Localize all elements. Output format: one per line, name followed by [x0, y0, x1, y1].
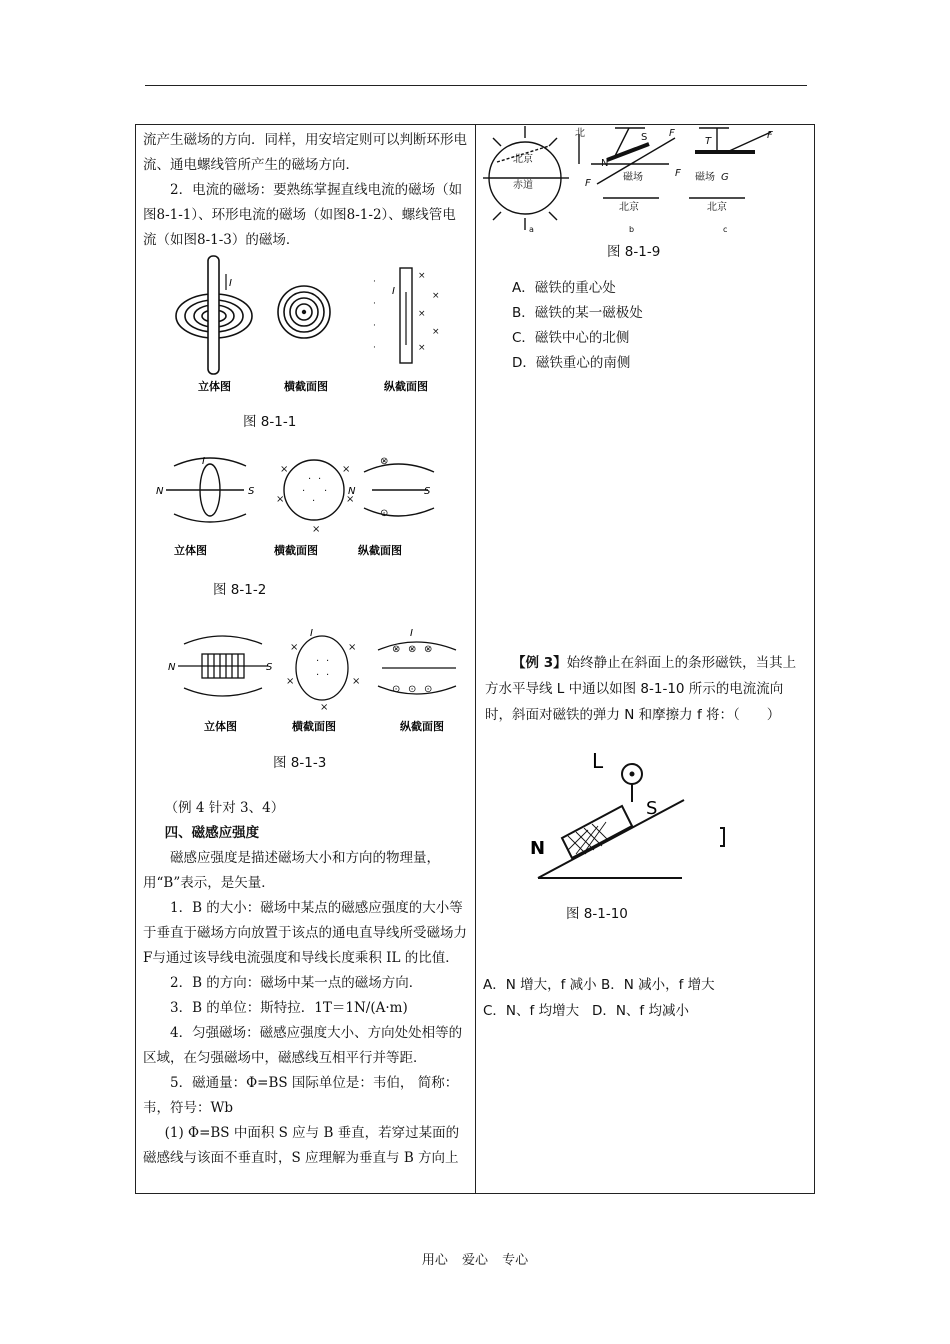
svg-text:·: ·: [373, 277, 376, 287]
svg-text:⊙: ⊙: [424, 684, 433, 695]
item-3: 3．B 的单位：斯特拉．1T＝1N/(A·m): [170, 1000, 408, 1016]
item-5-1: (1) Φ=BS 中面积 S 应与 B 垂直，若穿过某面的磁感线与该面不垂直时，S 应理解为垂直与 B 方向上: [143, 1125, 460, 1166]
svg-text:·: ·: [316, 656, 320, 667]
left-column: [143, 128, 469, 253]
pole-s: S: [424, 486, 431, 497]
svg-text:×: ×: [342, 464, 351, 475]
example-3: [485, 650, 809, 728]
svg-text:⊗: ⊗: [392, 644, 401, 655]
svg-text:·: ·: [326, 656, 330, 667]
svg-text:·: ·: [373, 321, 376, 331]
svg-text:·: ·: [326, 670, 330, 681]
svg-text:·: ·: [318, 474, 322, 485]
svg-text:⊙: ⊙: [408, 684, 417, 695]
fig9-label: 北京: [707, 202, 727, 213]
paragraph-1: 流产生磁场的方向．同样，用安培定则可以判断环形电流、通电螺线管所产生的磁场方向．: [143, 132, 467, 173]
example-3-text: 始终静止在斜面上的条形磁铁，当其上方水平导线 L 中通以如图 8-1-10 所示的电流流向时，斜面对磁铁的弹力 N 和摩擦力 f 将：（ ）: [485, 655, 797, 723]
answer-line-2: C．N、f 均增大 D．N、f 均减小: [483, 1003, 689, 1019]
item-5: 5．磁通量：Φ=BS 国际单位是：韦伯， 简称：韦，符号：Wb: [143, 1075, 459, 1116]
fig9-label: F: [675, 168, 681, 179]
caption-8-1-9: 图 8-1-9: [607, 244, 661, 260]
fig9-label: G: [721, 172, 729, 183]
caption-8-1-1: 图 8-1-1: [243, 414, 297, 430]
item-1: 1．B 的大小：磁场中某点的磁感应强度的大小等于垂直于磁场方向放置于该点的通电直导线所受磁场力F与通过该导线电流强度和导线长度乘积 IL 的比值．: [143, 900, 467, 966]
header-rule: [145, 85, 807, 86]
fig9-label: 北京: [513, 154, 533, 165]
figure-8-1-2: [152, 452, 452, 564]
fig9-label: T: [705, 136, 712, 147]
wire-label: L: [592, 749, 604, 773]
pole-s: S: [248, 486, 255, 497]
svg-text:⊗: ⊗: [380, 456, 389, 467]
fig9-sub: b: [629, 225, 635, 234]
fig9-label: S: [641, 132, 648, 143]
label-3d: 立体图: [198, 380, 231, 393]
current-label: I: [392, 286, 395, 297]
label-3d: 立体图: [174, 544, 207, 557]
caption-8-1-10: 图 8-1-10: [566, 906, 628, 922]
svg-text:⊙: ⊙: [392, 684, 401, 695]
svg-text:×: ×: [346, 494, 355, 505]
fig9-label: F: [767, 130, 773, 141]
svg-text:×: ×: [312, 524, 321, 535]
fig9-label: 北: [575, 128, 585, 139]
svg-text:×: ×: [276, 494, 285, 505]
note: （例 4 针对 3、4）: [164, 800, 285, 816]
current-label: I: [229, 278, 232, 289]
svg-text:×: ×: [418, 271, 426, 281]
fig9-label: 磁场: [695, 172, 715, 183]
page-footer: 用心 爱心 专心: [421, 1253, 529, 1268]
svg-text:×: ×: [290, 642, 299, 653]
svg-text:×: ×: [418, 343, 426, 353]
figure-8-1-3: [166, 624, 464, 742]
svg-text:×: ×: [348, 642, 357, 653]
svg-text:·: ·: [324, 486, 328, 497]
pole-n: N: [168, 662, 176, 673]
fig9-label: F: [585, 178, 591, 189]
label-longitudinal: 纵截面图: [358, 544, 402, 557]
option-a: A．磁铁的重心处: [512, 280, 616, 296]
caption-8-1-2: 图 8-1-2: [213, 582, 267, 598]
column-divider: [475, 124, 476, 1194]
caption-8-1-3: 图 8-1-3: [273, 755, 327, 771]
definition: 磁感应强度是描述磁场大小和方向的物理量，用“B”表示，是矢量．: [143, 850, 440, 891]
option-b: B．磁铁的某一磁极处: [512, 305, 643, 321]
example-3-answers: [483, 972, 715, 1024]
svg-text:·: ·: [308, 474, 312, 485]
svg-text:×: ×: [320, 702, 329, 713]
svg-text:⊗: ⊗: [408, 644, 417, 655]
figure-8-1-9: [479, 124, 813, 236]
fig9-label: 北京: [619, 202, 639, 213]
svg-text:·: ·: [316, 670, 320, 681]
pole-s: S: [266, 662, 273, 673]
fig9-label: 赤道: [513, 180, 533, 191]
pole-s: S: [646, 798, 658, 819]
label-longitudinal: 纵截面图: [384, 380, 428, 393]
svg-text:×: ×: [432, 291, 440, 301]
svg-text:×: ×: [286, 676, 295, 687]
current-label: I: [410, 628, 413, 639]
current-label: I: [202, 456, 205, 467]
svg-text:·: ·: [373, 299, 376, 309]
label-cross-section: 横截面图: [284, 380, 328, 393]
paragraph-2: 2．电流的磁场：要熟练掌握直线电流的磁场（如图8-1-1）、环形电流的磁场（如图8-1-2）、螺线管电流（如图8-1-3）的磁场．: [143, 182, 463, 248]
pole-n: N: [348, 486, 356, 497]
label-3d: 立体图: [204, 720, 237, 733]
label-longitudinal: 纵截面图: [400, 720, 444, 733]
svg-text:⊙: ⊙: [380, 508, 389, 519]
section-title: 四、磁感应强度: [164, 825, 260, 841]
svg-text:×: ×: [352, 676, 361, 687]
fig9-label: F: [669, 128, 675, 139]
svg-text:×: ×: [432, 327, 440, 337]
pole-n: N: [156, 486, 164, 497]
fig9-label: 磁场: [623, 172, 643, 183]
example-3-tag: 【例 3】: [512, 655, 567, 671]
svg-text:·: ·: [302, 486, 306, 497]
svg-text:×: ×: [280, 464, 289, 475]
svg-text:⊗: ⊗: [424, 644, 433, 655]
left-column-lower: [143, 796, 469, 1171]
answer-line-1: A．N 增大，f 减小 B．N 减小，f 增大: [483, 977, 715, 993]
fig9-sub: c: [723, 225, 728, 234]
fig9-sub: a: [529, 225, 534, 234]
svg-text:·: ·: [312, 496, 316, 507]
label-cross-section: 横截面图: [274, 544, 318, 557]
svg-text:·: ·: [373, 343, 376, 353]
current-label: I: [310, 628, 313, 639]
svg-text:×: ×: [418, 309, 426, 319]
option-c: C．磁铁中心的北侧: [512, 330, 630, 346]
figure-8-1-1: [168, 250, 458, 400]
label-cross-section: 横截面图: [292, 720, 336, 733]
fig9-label: N: [601, 158, 609, 169]
option-d: D．磁铁重心的南侧: [512, 355, 631, 371]
item-2: 2．B 的方向：磁场中某一点的磁场方向．: [170, 975, 423, 991]
pole-n: N: [530, 838, 546, 859]
item-4: 4．匀强磁场：磁感应强度大小、方向处处相等的区域，在匀强磁场中，磁感线互相平行并等距．: [143, 1025, 463, 1066]
figure-8-1-10: [524, 742, 734, 887]
example-options: [512, 276, 643, 376]
